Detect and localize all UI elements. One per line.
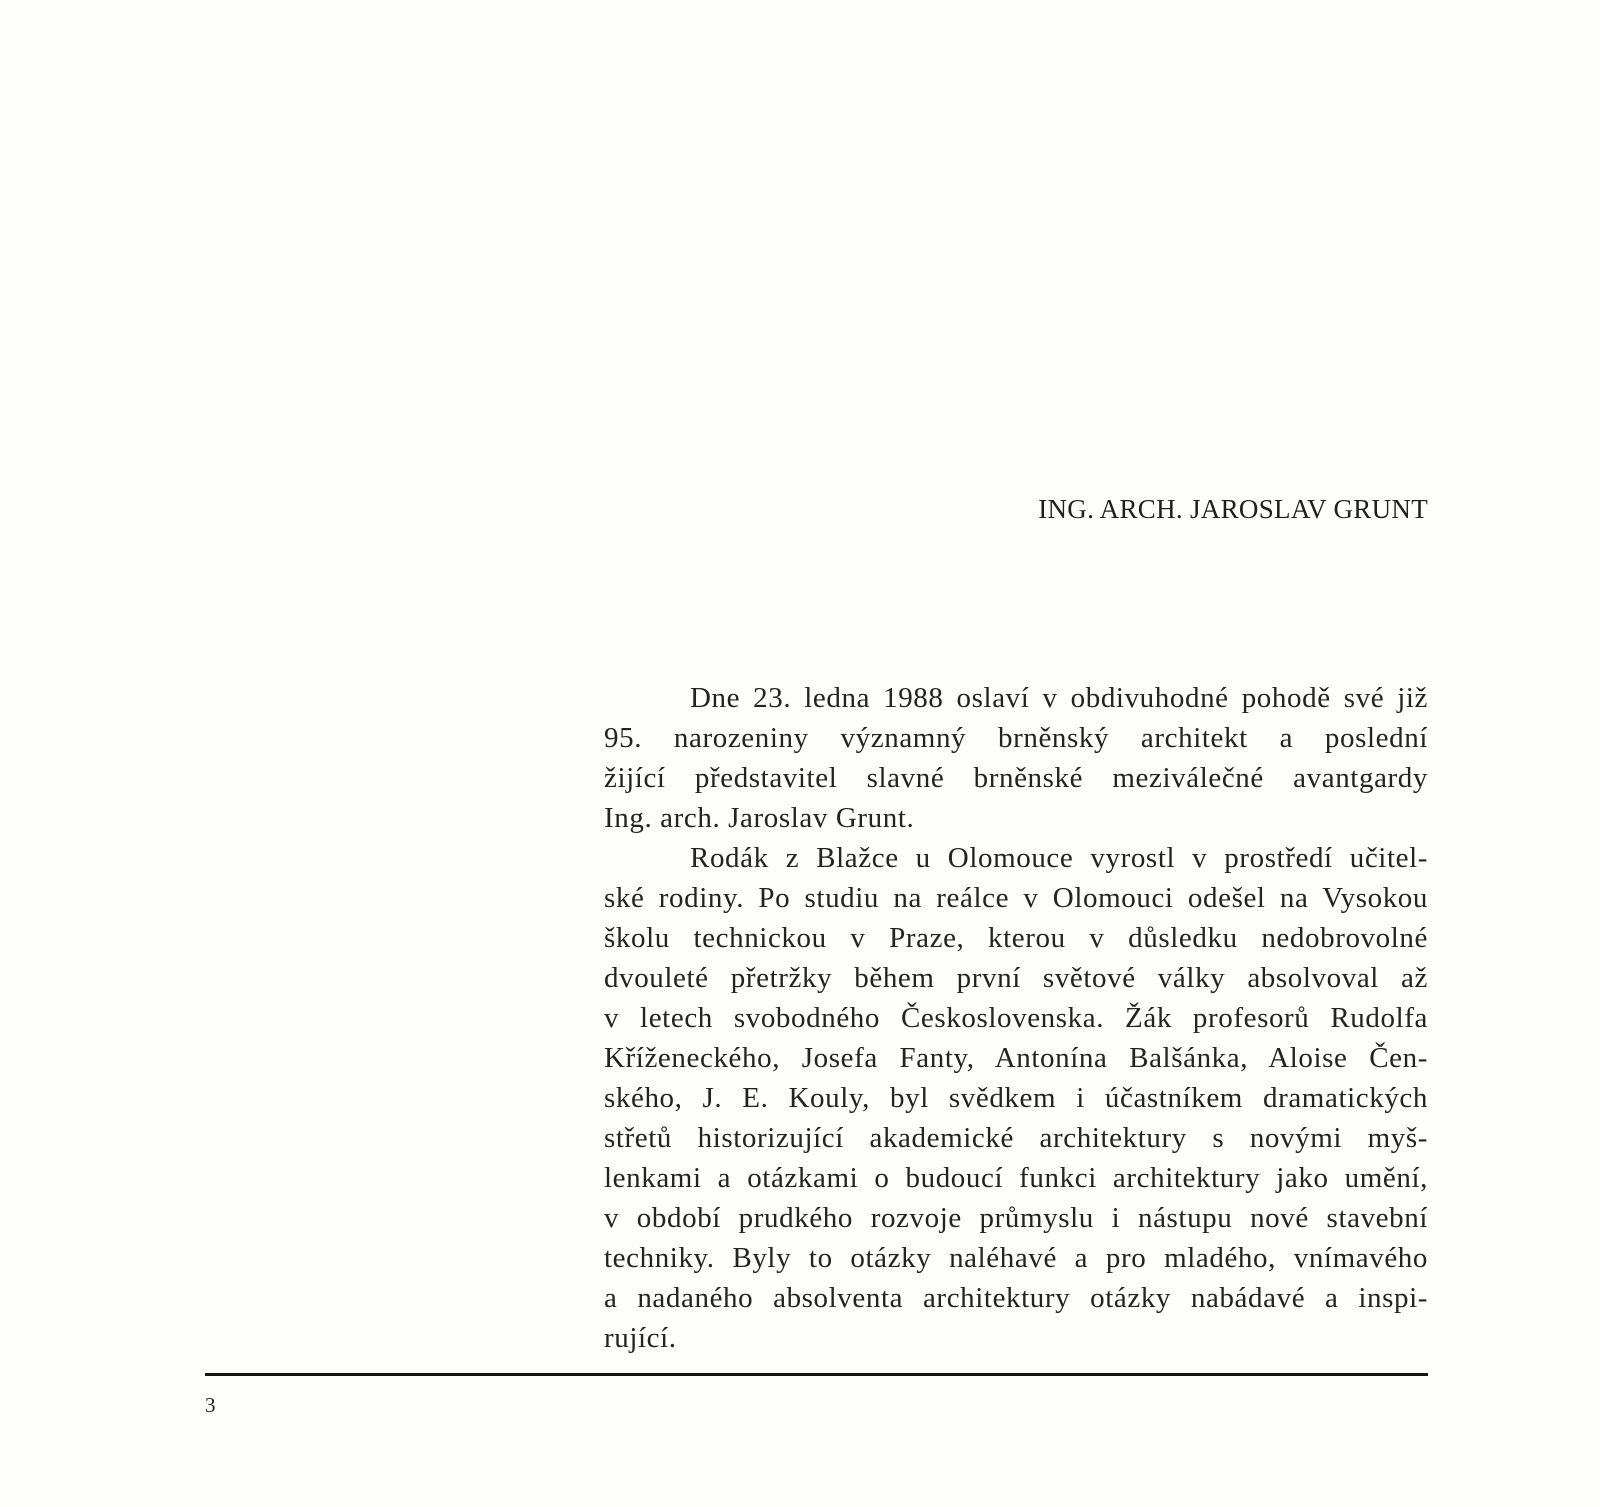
text-line: Dne 23. ledna 1988 oslaví v obdivuhodné pohodě své již (690, 682, 1428, 714)
text-line: střetů historizující akademické architektury s novými myš- (604, 1122, 1428, 1154)
text-line: techniky. Byly to otázky naléhavé a pro mladého, vnímavého (604, 1242, 1428, 1274)
text-line: v období prudkého rozvoje průmyslu i nástupu nové stavební (604, 1202, 1428, 1234)
page-number: 3 (205, 1393, 216, 1417)
text-line: Rodák z Blažce u Olomouce vyrostl v prostředí učitel- (690, 842, 1428, 874)
paragraph-2 (604, 838, 1428, 1358)
body-text (604, 678, 1428, 1358)
text-line: žijící představitel slavné brněnské meziválečné avantgardy (604, 762, 1428, 794)
paragraph-1 (604, 678, 1428, 838)
text-line: lenkami a otázkami o budoucí funkci architektury jako umění, (604, 1162, 1428, 1194)
text-line: dvouleté přetržky během první světové války absolvoval až (604, 962, 1428, 994)
text-line: Ing. arch. Jaroslav Grunt. (604, 802, 915, 834)
text-line: ské rodiny. Po studiu na reálce v Olomouci odešel na Vysokou (604, 882, 1428, 914)
text-line: školu technickou v Praze, kterou v důsledku nedobrovolné (604, 922, 1428, 954)
text-line: v letech svobodného Československa. Žák profesorů Rudolfa (604, 1002, 1428, 1034)
text-line: rující. (604, 1322, 677, 1354)
text-line: Kříženeckého, Josefa Fanty, Antonína Balšánka, Aloise Čen- (604, 1042, 1428, 1074)
text-line: 95. narozeniny významný brněnský architekt a poslední (604, 722, 1428, 754)
text-line: a nadaného absolventa architektury otázky nabádavé a inspi- (604, 1282, 1428, 1314)
footer-rule (205, 1373, 1428, 1376)
page-title: ING. ARCH. JAROSLAV GRUNT (1038, 494, 1428, 524)
text-line: ského, J. E. Kouly, byl svědkem i účastníkem dramatických (604, 1082, 1428, 1114)
